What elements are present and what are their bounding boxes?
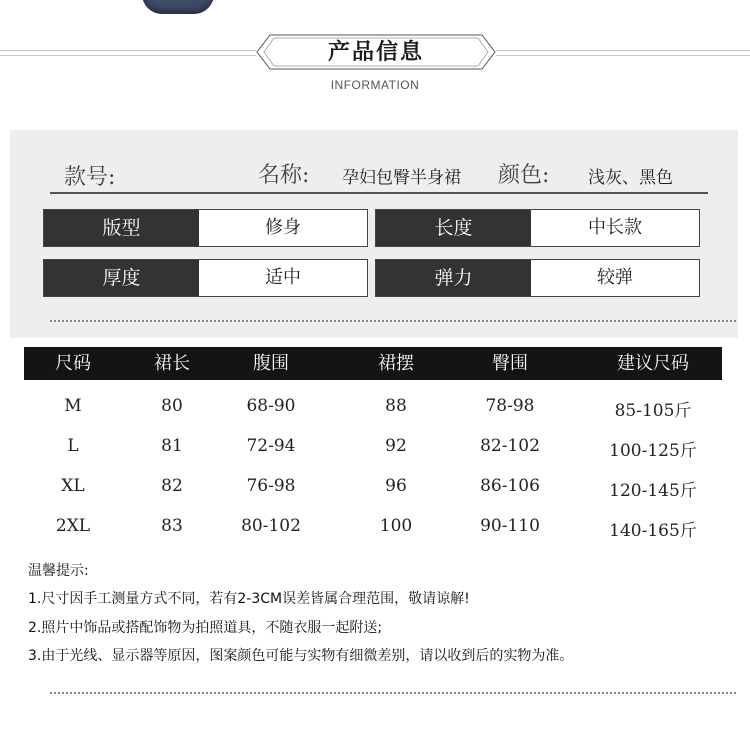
th-recommended: 建议尺码: [617, 353, 689, 374]
attr-fit: [43, 209, 368, 247]
th-hem: 裙摆: [378, 353, 414, 374]
table-cell: M: [64, 396, 82, 416]
attr-elasticity: [375, 259, 700, 297]
section-subtitle: INFORMATION: [330, 78, 420, 92]
table-cell: 96: [385, 476, 407, 496]
table-cell: 140-165斤: [609, 521, 697, 541]
style-no-label: 款号:: [64, 165, 116, 190]
table-cell: 78-98: [485, 396, 535, 416]
attr-thickness: [43, 259, 368, 297]
table-cell: 82: [161, 476, 183, 496]
table-cell: 82-102: [480, 436, 540, 456]
tips-title: 温馨提示:: [28, 563, 89, 579]
table-cell: 68-90: [246, 396, 296, 416]
name-value: 孕妇包臀半身裙: [342, 168, 461, 188]
table-cell: XL: [61, 476, 85, 496]
header-rule-right: [496, 50, 750, 56]
attr-elasticity-value: 较弹: [597, 267, 633, 288]
table-cell: 86-106: [480, 476, 540, 496]
th-hip: 臀围: [492, 353, 528, 374]
section-title-badge: [256, 34, 496, 70]
attr-elasticity-key: 弹力: [376, 260, 531, 296]
table-cell: 76-98: [246, 476, 296, 496]
section-title: 产品信息: [327, 39, 424, 65]
table-cell: 92: [385, 436, 407, 456]
table-cell: 100-125斤: [609, 441, 697, 461]
table-cell: L: [67, 436, 79, 456]
th-waist: 腹围: [253, 353, 289, 374]
color-label: 颜色:: [498, 163, 550, 188]
dotted-divider-bottom: [50, 692, 736, 694]
table-cell: 85-105斤: [614, 401, 692, 421]
attr-length-value: 中长款: [588, 217, 642, 238]
table-cell: 120-145斤: [609, 481, 697, 501]
header-rule-left: [0, 50, 256, 56]
table-cell: 100: [379, 516, 413, 536]
table-cell: 83: [161, 516, 183, 536]
name-label: 名称:: [258, 163, 310, 188]
info-underline: [50, 192, 708, 194]
th-size: 尺码: [55, 353, 91, 374]
attr-thickness-value: 适中: [265, 267, 301, 288]
tip-line-1: 1.尺寸因手工测量方式不同，若有2-3CM误差皆属合理范围，敬请谅解!: [28, 591, 470, 607]
tip-line-2: 2.照片中饰品或搭配饰物为拍照道具，不随衣服一起附送;: [28, 620, 383, 636]
table-cell: 80-102: [241, 516, 301, 536]
product-photo-fragment: [142, 0, 214, 14]
dotted-divider-top: [50, 320, 736, 322]
attr-length-key: 长度: [376, 210, 531, 246]
table-cell: 90-110: [480, 516, 540, 536]
size-table-header: [24, 347, 722, 380]
attr-thickness-key: 厚度: [44, 260, 199, 296]
tip-line-3: 3.由于光线、显示器等原因，图案颜色可能与实物有细微差别，请以收到后的实物为准。: [28, 648, 574, 664]
table-cell: 81: [161, 436, 183, 456]
attr-length: [375, 209, 700, 247]
table-cell: 88: [385, 396, 407, 416]
table-cell: 2XL: [55, 516, 91, 536]
color-value: 浅灰、黑色: [588, 168, 673, 188]
attr-fit-value: 修身: [265, 217, 301, 238]
th-skirt-length: 裙长: [154, 353, 190, 374]
table-cell: 72-94: [246, 436, 296, 456]
attr-fit-key: 版型: [44, 210, 199, 246]
table-cell: 80: [161, 396, 183, 416]
